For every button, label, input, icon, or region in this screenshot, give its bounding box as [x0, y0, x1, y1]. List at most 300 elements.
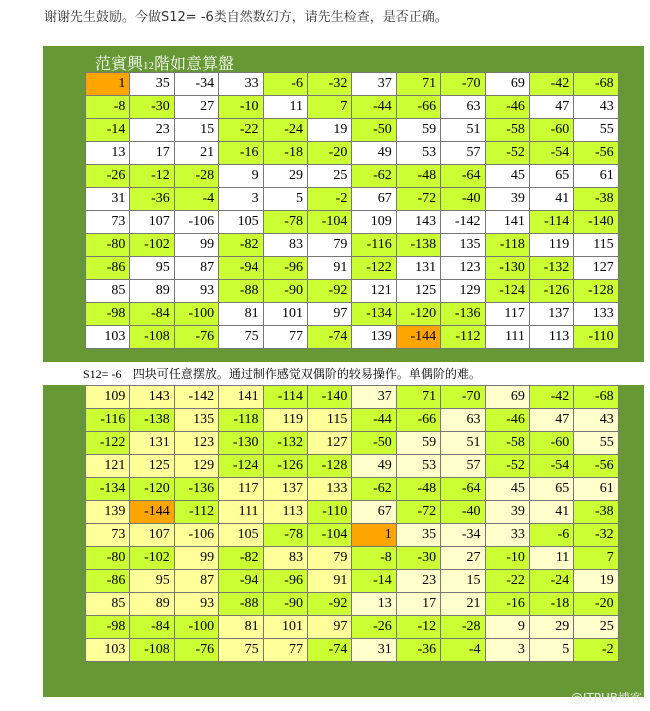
- grid-cell: -68: [574, 386, 618, 409]
- grid-cell: 107: [130, 211, 174, 234]
- grid-cell: -112: [174, 501, 218, 524]
- grid-cell: 25: [574, 616, 618, 639]
- grid-row: [86, 593, 619, 616]
- grid-cell: -130: [485, 257, 529, 280]
- grid-cell: 129: [441, 280, 485, 303]
- grid-cell: 123: [174, 432, 218, 455]
- grid-cell: 143: [130, 386, 174, 409]
- grid-cell: -44: [352, 96, 396, 119]
- grid-cell: -126: [263, 455, 307, 478]
- grid-cell: -134: [86, 478, 130, 501]
- grid-cell: -70: [441, 386, 485, 409]
- grid-cell: 115: [307, 409, 351, 432]
- grid-cell: 131: [130, 432, 174, 455]
- grid-cell: 101: [263, 303, 307, 326]
- grid-cell: 87: [174, 570, 218, 593]
- grid-cell: -104: [307, 524, 351, 547]
- grid-cell: 11: [529, 547, 573, 570]
- grid-cell: 107: [130, 524, 174, 547]
- grid-cell: 117: [485, 303, 529, 326]
- grid-cell: -10: [485, 547, 529, 570]
- grid-cell: -140: [307, 386, 351, 409]
- grid-row: [86, 455, 619, 478]
- grid-cell: 55: [574, 119, 618, 142]
- grid-cell: -98: [86, 616, 130, 639]
- grid-cell: 103: [86, 326, 130, 349]
- grid-cell: 17: [130, 142, 174, 165]
- grid-cell: 31: [86, 188, 130, 211]
- grid-cell: 19: [574, 570, 618, 593]
- grid-cell: -122: [86, 432, 130, 455]
- grid-row: [86, 257, 619, 280]
- grid-cell: 99: [174, 234, 218, 257]
- grid-cell: -108: [130, 326, 174, 349]
- grid-cell: -4: [174, 188, 218, 211]
- grid-cell: -138: [130, 409, 174, 432]
- grid-cell: 121: [86, 455, 130, 478]
- grid-cell: 111: [219, 501, 263, 524]
- grid-cell: -118: [219, 409, 263, 432]
- grid-cell: -28: [174, 165, 218, 188]
- grid-row: [86, 524, 619, 547]
- grid-cell: -2: [574, 639, 618, 662]
- grid-cell: 105: [219, 211, 263, 234]
- grid-cell: 125: [130, 455, 174, 478]
- grid-cell: -30: [396, 547, 440, 570]
- grid-cell: -74: [307, 639, 351, 662]
- grid-cell: -32: [574, 524, 618, 547]
- grid-cell: -14: [352, 570, 396, 593]
- panel-title-order: 12: [143, 60, 155, 72]
- grid-row: [86, 142, 619, 165]
- grid-cell: 95: [130, 570, 174, 593]
- grid-cell: 59: [396, 432, 440, 455]
- grid-cell: -144: [396, 326, 440, 349]
- grid-cell: 17: [396, 593, 440, 616]
- grid-cell: 45: [485, 478, 529, 501]
- grid-cell: 79: [307, 547, 351, 570]
- grid-cell: -38: [574, 501, 618, 524]
- grid-cell: -120: [396, 303, 440, 326]
- grid-cell: -34: [441, 524, 485, 547]
- grid-cell: 63: [441, 409, 485, 432]
- panel-title-main: 范賓興: [95, 56, 144, 73]
- grid-cell: -52: [485, 142, 529, 165]
- grid-cell: 53: [396, 142, 440, 165]
- grid-cell: -86: [86, 257, 130, 280]
- grid-cell: -66: [396, 96, 440, 119]
- grid-cell: -132: [529, 257, 573, 280]
- grid-cell: -82: [219, 547, 263, 570]
- grid-cell: -62: [352, 165, 396, 188]
- grid-cell: -52: [485, 455, 529, 478]
- grid-cell: -142: [174, 386, 218, 409]
- grid-cell: -96: [263, 257, 307, 280]
- grid-cell: 49: [352, 455, 396, 478]
- grid-cell: -90: [263, 280, 307, 303]
- grid-cell: 9: [219, 165, 263, 188]
- grid-cell: 29: [529, 616, 573, 639]
- grid-cell: 65: [529, 165, 573, 188]
- grid-cell: -16: [485, 593, 529, 616]
- grid-cell: 35: [130, 73, 174, 96]
- grid-cell: -140: [574, 211, 618, 234]
- grid-cell: 1: [352, 524, 396, 547]
- grid-cell: -32: [307, 73, 351, 96]
- divider-note: 四块可任意摆放。通过制作感觉双偶阶的较易操作。单偶阶的难。: [132, 367, 481, 381]
- grid-cell: -38: [574, 188, 618, 211]
- grid-cell: -102: [130, 234, 174, 257]
- grid-cell: 95: [130, 257, 174, 280]
- grid-cell: 1: [86, 73, 130, 96]
- grid-cell: -130: [219, 432, 263, 455]
- grid-cell: -92: [307, 593, 351, 616]
- grid-cell: -8: [352, 547, 396, 570]
- grid-cell: 81: [219, 303, 263, 326]
- grid-cell: -94: [219, 570, 263, 593]
- grid-cell: 41: [529, 188, 573, 211]
- panel-title-rest: 階如意算盤: [154, 56, 235, 73]
- grid-cell: 39: [485, 188, 529, 211]
- grid-cell: 85: [86, 593, 130, 616]
- grid-cell: -60: [529, 432, 573, 455]
- grid-cell: 99: [174, 547, 218, 570]
- grid-cell: -100: [174, 616, 218, 639]
- grid-cell: 53: [396, 455, 440, 478]
- grid-cell: -70: [441, 73, 485, 96]
- grid-cell: -40: [441, 188, 485, 211]
- grid-cell: 29: [263, 165, 307, 188]
- grid-cell: 43: [574, 409, 618, 432]
- grid-row: [86, 478, 619, 501]
- grid-cell: -78: [263, 524, 307, 547]
- grid-cell: 37: [352, 73, 396, 96]
- watermark: @ITPUB博客: [570, 691, 642, 705]
- grid-row: [86, 96, 619, 119]
- grid-cell: -16: [219, 142, 263, 165]
- grid-cell: -46: [485, 409, 529, 432]
- grid-cell: -136: [174, 478, 218, 501]
- grid-cell: -18: [529, 593, 573, 616]
- grid-cell: -6: [263, 73, 307, 96]
- grid-cell: -104: [307, 211, 351, 234]
- grid-cell: 83: [263, 547, 307, 570]
- grid-cell: -48: [396, 478, 440, 501]
- grid-cell: 121: [352, 280, 396, 303]
- grid-cell: 49: [352, 142, 396, 165]
- grid-cell: 109: [86, 386, 130, 409]
- grid-cell: -22: [485, 570, 529, 593]
- grid-cell: 15: [174, 119, 218, 142]
- grid-cell: 61: [574, 165, 618, 188]
- grid-cell: -22: [219, 119, 263, 142]
- grid-cell: 43: [574, 96, 618, 119]
- grid-cell: -60: [529, 119, 573, 142]
- grid-cell: -126: [529, 280, 573, 303]
- grid-cell: 25: [307, 165, 351, 188]
- grid-cell: -78: [263, 211, 307, 234]
- grid-cell: 127: [574, 257, 618, 280]
- grid-cell: 135: [441, 234, 485, 257]
- grid-cell: 111: [485, 326, 529, 349]
- grid-cell: -20: [307, 142, 351, 165]
- grid-row: [86, 570, 619, 593]
- grid-cell: -88: [219, 593, 263, 616]
- grid-cell: 31: [352, 639, 396, 662]
- grid-cell: 73: [86, 524, 130, 547]
- grid-row: [86, 616, 619, 639]
- grid-cell: 141: [219, 386, 263, 409]
- magic-square-bottom: [85, 385, 619, 662]
- grid-cell: 55: [574, 432, 618, 455]
- grid-cell: -88: [219, 280, 263, 303]
- grid-cell: 57: [441, 455, 485, 478]
- grid-cell: -12: [130, 165, 174, 188]
- grid-cell: 3: [485, 639, 529, 662]
- grid-cell: -94: [219, 257, 263, 280]
- grid-cell: -138: [396, 234, 440, 257]
- grid-cell: 129: [174, 455, 218, 478]
- grid-cell: 109: [352, 211, 396, 234]
- grid-cell: -110: [307, 501, 351, 524]
- grid-cell: -76: [174, 326, 218, 349]
- grid-row: [86, 326, 619, 349]
- grid-cell: -80: [86, 547, 130, 570]
- grid-cell: 125: [396, 280, 440, 303]
- grid-cell: -108: [130, 639, 174, 662]
- grid-cell: 5: [529, 639, 573, 662]
- grid-cell: -134: [352, 303, 396, 326]
- grid-cell: 33: [485, 524, 529, 547]
- grid-cell: -116: [86, 409, 130, 432]
- grid-cell: -8: [86, 96, 130, 119]
- grid-row: [86, 639, 619, 662]
- grid-cell: -18: [263, 142, 307, 165]
- grid-cell: 97: [307, 616, 351, 639]
- panel-title: [95, 51, 234, 74]
- grid-cell: -24: [529, 570, 573, 593]
- grid-cell: 21: [174, 142, 218, 165]
- grid-cell: 89: [130, 280, 174, 303]
- grid-cell: -44: [352, 409, 396, 432]
- grid-cell: 33: [219, 73, 263, 96]
- grid-cell: 51: [441, 119, 485, 142]
- grid-cell: 37: [352, 386, 396, 409]
- magic-square-top: [85, 72, 619, 349]
- grid-cell: -54: [529, 455, 573, 478]
- grid-row: [86, 432, 619, 455]
- grid-row: [86, 280, 619, 303]
- divider-label: S12= -6: [83, 367, 122, 381]
- grid-cell: 75: [219, 639, 263, 662]
- grid-cell: -142: [441, 211, 485, 234]
- grid-cell: -64: [441, 165, 485, 188]
- grid-cell: 91: [307, 570, 351, 593]
- grid-cell: 23: [130, 119, 174, 142]
- grid-cell: 137: [263, 478, 307, 501]
- grid-cell: 15: [441, 570, 485, 593]
- grid-cell: 69: [485, 73, 529, 96]
- grid-cell: -124: [219, 455, 263, 478]
- grid-cell: 61: [574, 478, 618, 501]
- grid-cell: -114: [263, 386, 307, 409]
- divider-text: [83, 365, 481, 382]
- grid-cell: -66: [396, 409, 440, 432]
- grid-cell: 63: [441, 96, 485, 119]
- grid-cell: -128: [307, 455, 351, 478]
- grid-cell: 137: [529, 303, 573, 326]
- grid-cell: -90: [263, 593, 307, 616]
- grid-cell: -80: [86, 234, 130, 257]
- grid-cell: 13: [352, 593, 396, 616]
- grid-cell: 91: [307, 257, 351, 280]
- grid-cell: 143: [396, 211, 440, 234]
- grid-cell: -116: [352, 234, 396, 257]
- grid-cell: -106: [174, 524, 218, 547]
- grid-cell: 81: [219, 616, 263, 639]
- grid-cell: -84: [130, 616, 174, 639]
- divider-band: [43, 362, 644, 385]
- grid-cell: 93: [174, 593, 218, 616]
- grid-cell: 47: [529, 96, 573, 119]
- grid-cell: -30: [130, 96, 174, 119]
- grid-cell: 123: [441, 257, 485, 280]
- grid-cell: 141: [485, 211, 529, 234]
- grid-cell: -10: [219, 96, 263, 119]
- grid-cell: 117: [219, 478, 263, 501]
- grid-cell: 59: [396, 119, 440, 142]
- grid-cell: 35: [396, 524, 440, 547]
- grid-cell: -48: [396, 165, 440, 188]
- grid-cell: 83: [263, 234, 307, 257]
- grid-cell: 11: [263, 96, 307, 119]
- grid-cell: 9: [485, 616, 529, 639]
- grid-cell: 135: [174, 409, 218, 432]
- grid-cell: -6: [529, 524, 573, 547]
- grid-row: [86, 165, 619, 188]
- grid-cell: -58: [485, 432, 529, 455]
- grid-cell: -14: [86, 119, 130, 142]
- grid-cell: 101: [263, 616, 307, 639]
- grid-cell: 105: [219, 524, 263, 547]
- grid-cell: -36: [396, 639, 440, 662]
- grid-cell: 77: [263, 639, 307, 662]
- grid-cell: -102: [130, 547, 174, 570]
- grid-cell: -86: [86, 570, 130, 593]
- grid-cell: -28: [441, 616, 485, 639]
- grid-cell: -24: [263, 119, 307, 142]
- grid-cell: -72: [396, 188, 440, 211]
- grid-cell: -98: [86, 303, 130, 326]
- grid-row: [86, 386, 619, 409]
- grid-cell: -132: [263, 432, 307, 455]
- grid-cell: -56: [574, 455, 618, 478]
- grid-cell: -92: [307, 280, 351, 303]
- grid-row: [86, 211, 619, 234]
- grid-row: [86, 501, 619, 524]
- grid-cell: -112: [441, 326, 485, 349]
- grid-cell: 87: [174, 257, 218, 280]
- grid-cell: 139: [352, 326, 396, 349]
- grid-cell: -42: [529, 73, 573, 96]
- grid-cell: 27: [441, 547, 485, 570]
- grid-cell: 119: [529, 234, 573, 257]
- grid-cell: 127: [307, 432, 351, 455]
- grid-cell: 7: [574, 547, 618, 570]
- grid-cell: -4: [441, 639, 485, 662]
- grid-cell: -100: [174, 303, 218, 326]
- grid-cell: 133: [307, 478, 351, 501]
- grid-cell: -114: [529, 211, 573, 234]
- grid-cell: -58: [485, 119, 529, 142]
- grid-cell: -26: [86, 165, 130, 188]
- grid-cell: 131: [396, 257, 440, 280]
- grid-cell: -118: [485, 234, 529, 257]
- grid-cell: 27: [174, 96, 218, 119]
- grid-row: [86, 188, 619, 211]
- grid-cell: 79: [307, 234, 351, 257]
- grid-cell: 71: [396, 73, 440, 96]
- grid-cell: -40: [441, 501, 485, 524]
- grid-cell: 69: [485, 386, 529, 409]
- grid-cell: -120: [130, 478, 174, 501]
- grid-cell: 119: [263, 409, 307, 432]
- grid-cell: 21: [441, 593, 485, 616]
- grid-cell: 19: [307, 119, 351, 142]
- grid-cell: 45: [485, 165, 529, 188]
- grid-cell: 89: [130, 593, 174, 616]
- grid-cell: 113: [263, 501, 307, 524]
- grid-cell: 71: [396, 386, 440, 409]
- grid-cell: -50: [352, 432, 396, 455]
- grid-cell: 75: [219, 326, 263, 349]
- grid-cell: -110: [574, 326, 618, 349]
- grid-row: [86, 303, 619, 326]
- grid-cell: 67: [352, 188, 396, 211]
- grid-cell: 133: [574, 303, 618, 326]
- grid-cell: -84: [130, 303, 174, 326]
- grid-cell: 5: [263, 188, 307, 211]
- grid-row: [86, 409, 619, 432]
- grid-cell: -46: [485, 96, 529, 119]
- grid-cell: -82: [219, 234, 263, 257]
- grid-cell: -26: [352, 616, 396, 639]
- grid-cell: 85: [86, 280, 130, 303]
- grid-cell: 65: [529, 478, 573, 501]
- grid-row: [86, 119, 619, 142]
- grid-cell: -64: [441, 478, 485, 501]
- grid-cell: -62: [352, 478, 396, 501]
- grid-cell: -96: [263, 570, 307, 593]
- grid-cell: -56: [574, 142, 618, 165]
- grid-cell: -124: [485, 280, 529, 303]
- grid-cell: -72: [396, 501, 440, 524]
- grid-row: [86, 234, 619, 257]
- grid-cell: -2: [307, 188, 351, 211]
- grid-cell: -68: [574, 73, 618, 96]
- grid-cell: 41: [529, 501, 573, 524]
- grid-cell: 57: [441, 142, 485, 165]
- grid-cell: 93: [174, 280, 218, 303]
- grid-cell: 39: [485, 501, 529, 524]
- grid-cell: 47: [529, 409, 573, 432]
- grid-cell: -74: [307, 326, 351, 349]
- grid-cell: -34: [174, 73, 218, 96]
- grid-cell: 3: [219, 188, 263, 211]
- grid-cell: -122: [352, 257, 396, 280]
- grid-cell: 115: [574, 234, 618, 257]
- grid-cell: 7: [307, 96, 351, 119]
